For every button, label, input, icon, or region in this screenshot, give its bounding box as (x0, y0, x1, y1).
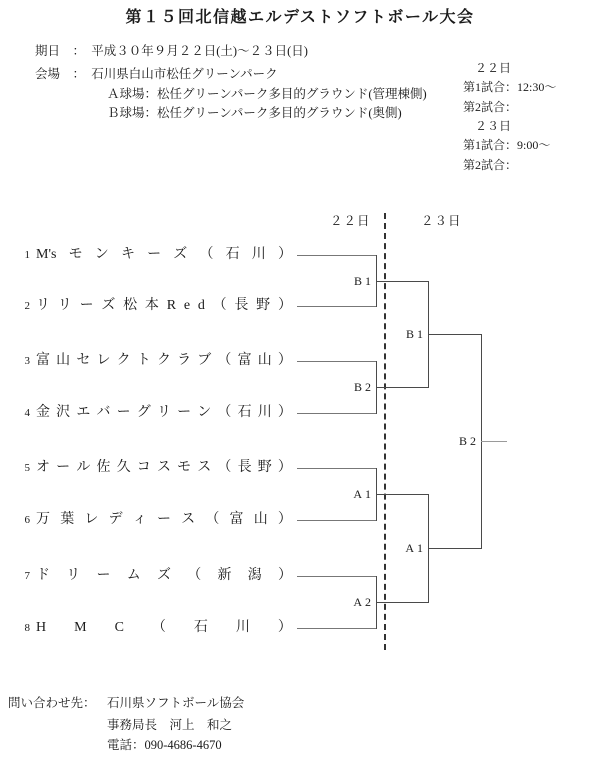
schedule-day2: ２３日 (463, 119, 512, 133)
match-b1-winner-line (376, 281, 428, 282)
team-seed: 7 (24, 570, 30, 582)
contact-person: 事務局長 河上 和之 (107, 718, 233, 732)
team-row-3 (14, 351, 292, 371)
team2-line (297, 306, 376, 307)
info-date: 期日 ： 平成３０年９月２２日(土)～２３日(日) (35, 44, 308, 58)
team7-line (297, 576, 376, 577)
team-seed: 8 (24, 622, 30, 634)
team-name: 富 山 セ レ ク ト ク ラ ブ （ 富 山 ） (36, 353, 292, 368)
match-b2-winner-line (376, 387, 428, 388)
team-row-2 (14, 296, 292, 316)
team3-line (297, 361, 376, 362)
day-divider-dashed-line (384, 213, 386, 650)
schedule-day1: ２２日 (463, 61, 512, 75)
semifinal-a-winner-line (428, 548, 481, 549)
team-seed: 6 (24, 514, 30, 526)
info-field-b: Ｂ球場：松任グリーンパーク多目的グラウンド(奥側) (107, 106, 402, 120)
team-row-4 (14, 403, 292, 423)
contact-org: 石川県ソフトボール協会 (107, 696, 245, 710)
contact-phone: 電話：090-4686-4670 (107, 738, 222, 752)
team-name: H M C （ 石 川 ） (36, 620, 292, 635)
team6-line (297, 520, 376, 521)
bracket-day1-header: ２２日 (330, 214, 371, 228)
team8-line (297, 628, 376, 629)
match-label-b1-semifinal: B1 (405, 327, 426, 341)
info-field-a: Ａ球場：松任グリーンパーク多目的グラウンド(管理棟側) (107, 87, 427, 101)
match-a1-winner-line (376, 494, 428, 495)
match-label-b1-round1: B1 (353, 274, 374, 288)
match-label-a1-round1: A1 (353, 487, 374, 501)
match-label-a1-semifinal: A1 (405, 541, 426, 555)
team-row-7 (14, 566, 292, 586)
champion-line (481, 441, 507, 442)
match-label-b2-final: B2 (458, 434, 479, 448)
team-seed: 1 (24, 249, 30, 261)
team-seed: 2 (24, 300, 30, 312)
match-a2-winner-line (376, 602, 428, 603)
team-row-5 (14, 458, 292, 478)
team-name: リ リ ー ズ 松 本 R e d （ 長 野 ） (36, 298, 292, 313)
team5-line (297, 468, 376, 469)
team-seed: 5 (24, 462, 30, 474)
team-name: オ ー ル 佐 久 コ ス モ ス （ 長 野 ） (36, 460, 292, 475)
team-name: 金 沢 エ バ ー グ リ ー ン （ 石 川 ） (36, 405, 292, 420)
team4-line (297, 413, 376, 414)
team-row-6 (14, 510, 292, 530)
info-venue: 会場 ： 石川県白山市松任グリーンパーク (35, 67, 278, 81)
team-row-1 (14, 245, 292, 265)
bracket-day2-header: ２３日 (421, 214, 462, 228)
page-title: 第１５回北信越エルデストソフトボール大会 (125, 9, 475, 26)
match-label-b2-round1: B2 (353, 380, 374, 394)
team-row-8 (14, 618, 292, 638)
schedule-day2-game2: 第2試合： (463, 158, 518, 172)
team-seed: 3 (24, 355, 30, 367)
team1-line (297, 255, 376, 256)
semifinal-b-winner-line (428, 334, 481, 335)
team-name: M's モ ン キ ー ズ （ 石 川 ） (36, 247, 292, 262)
contact-label: 問い合わせ先： (8, 696, 96, 710)
team-name: 万 葉 レ デ ィ ー ス （ 富 山 ） (36, 512, 292, 527)
schedule-day1-game1: 第1試合：12:30～ (463, 80, 557, 94)
schedule-day1-game2: 第2試合： (463, 100, 518, 114)
match-label-a2-round1: A2 (353, 595, 374, 609)
team-seed: 4 (24, 407, 30, 419)
schedule-day2-game1: 第1試合：9:00～ (463, 138, 551, 152)
team-name: ド リ ー ム ズ （ 新 潟 ） (36, 568, 292, 583)
